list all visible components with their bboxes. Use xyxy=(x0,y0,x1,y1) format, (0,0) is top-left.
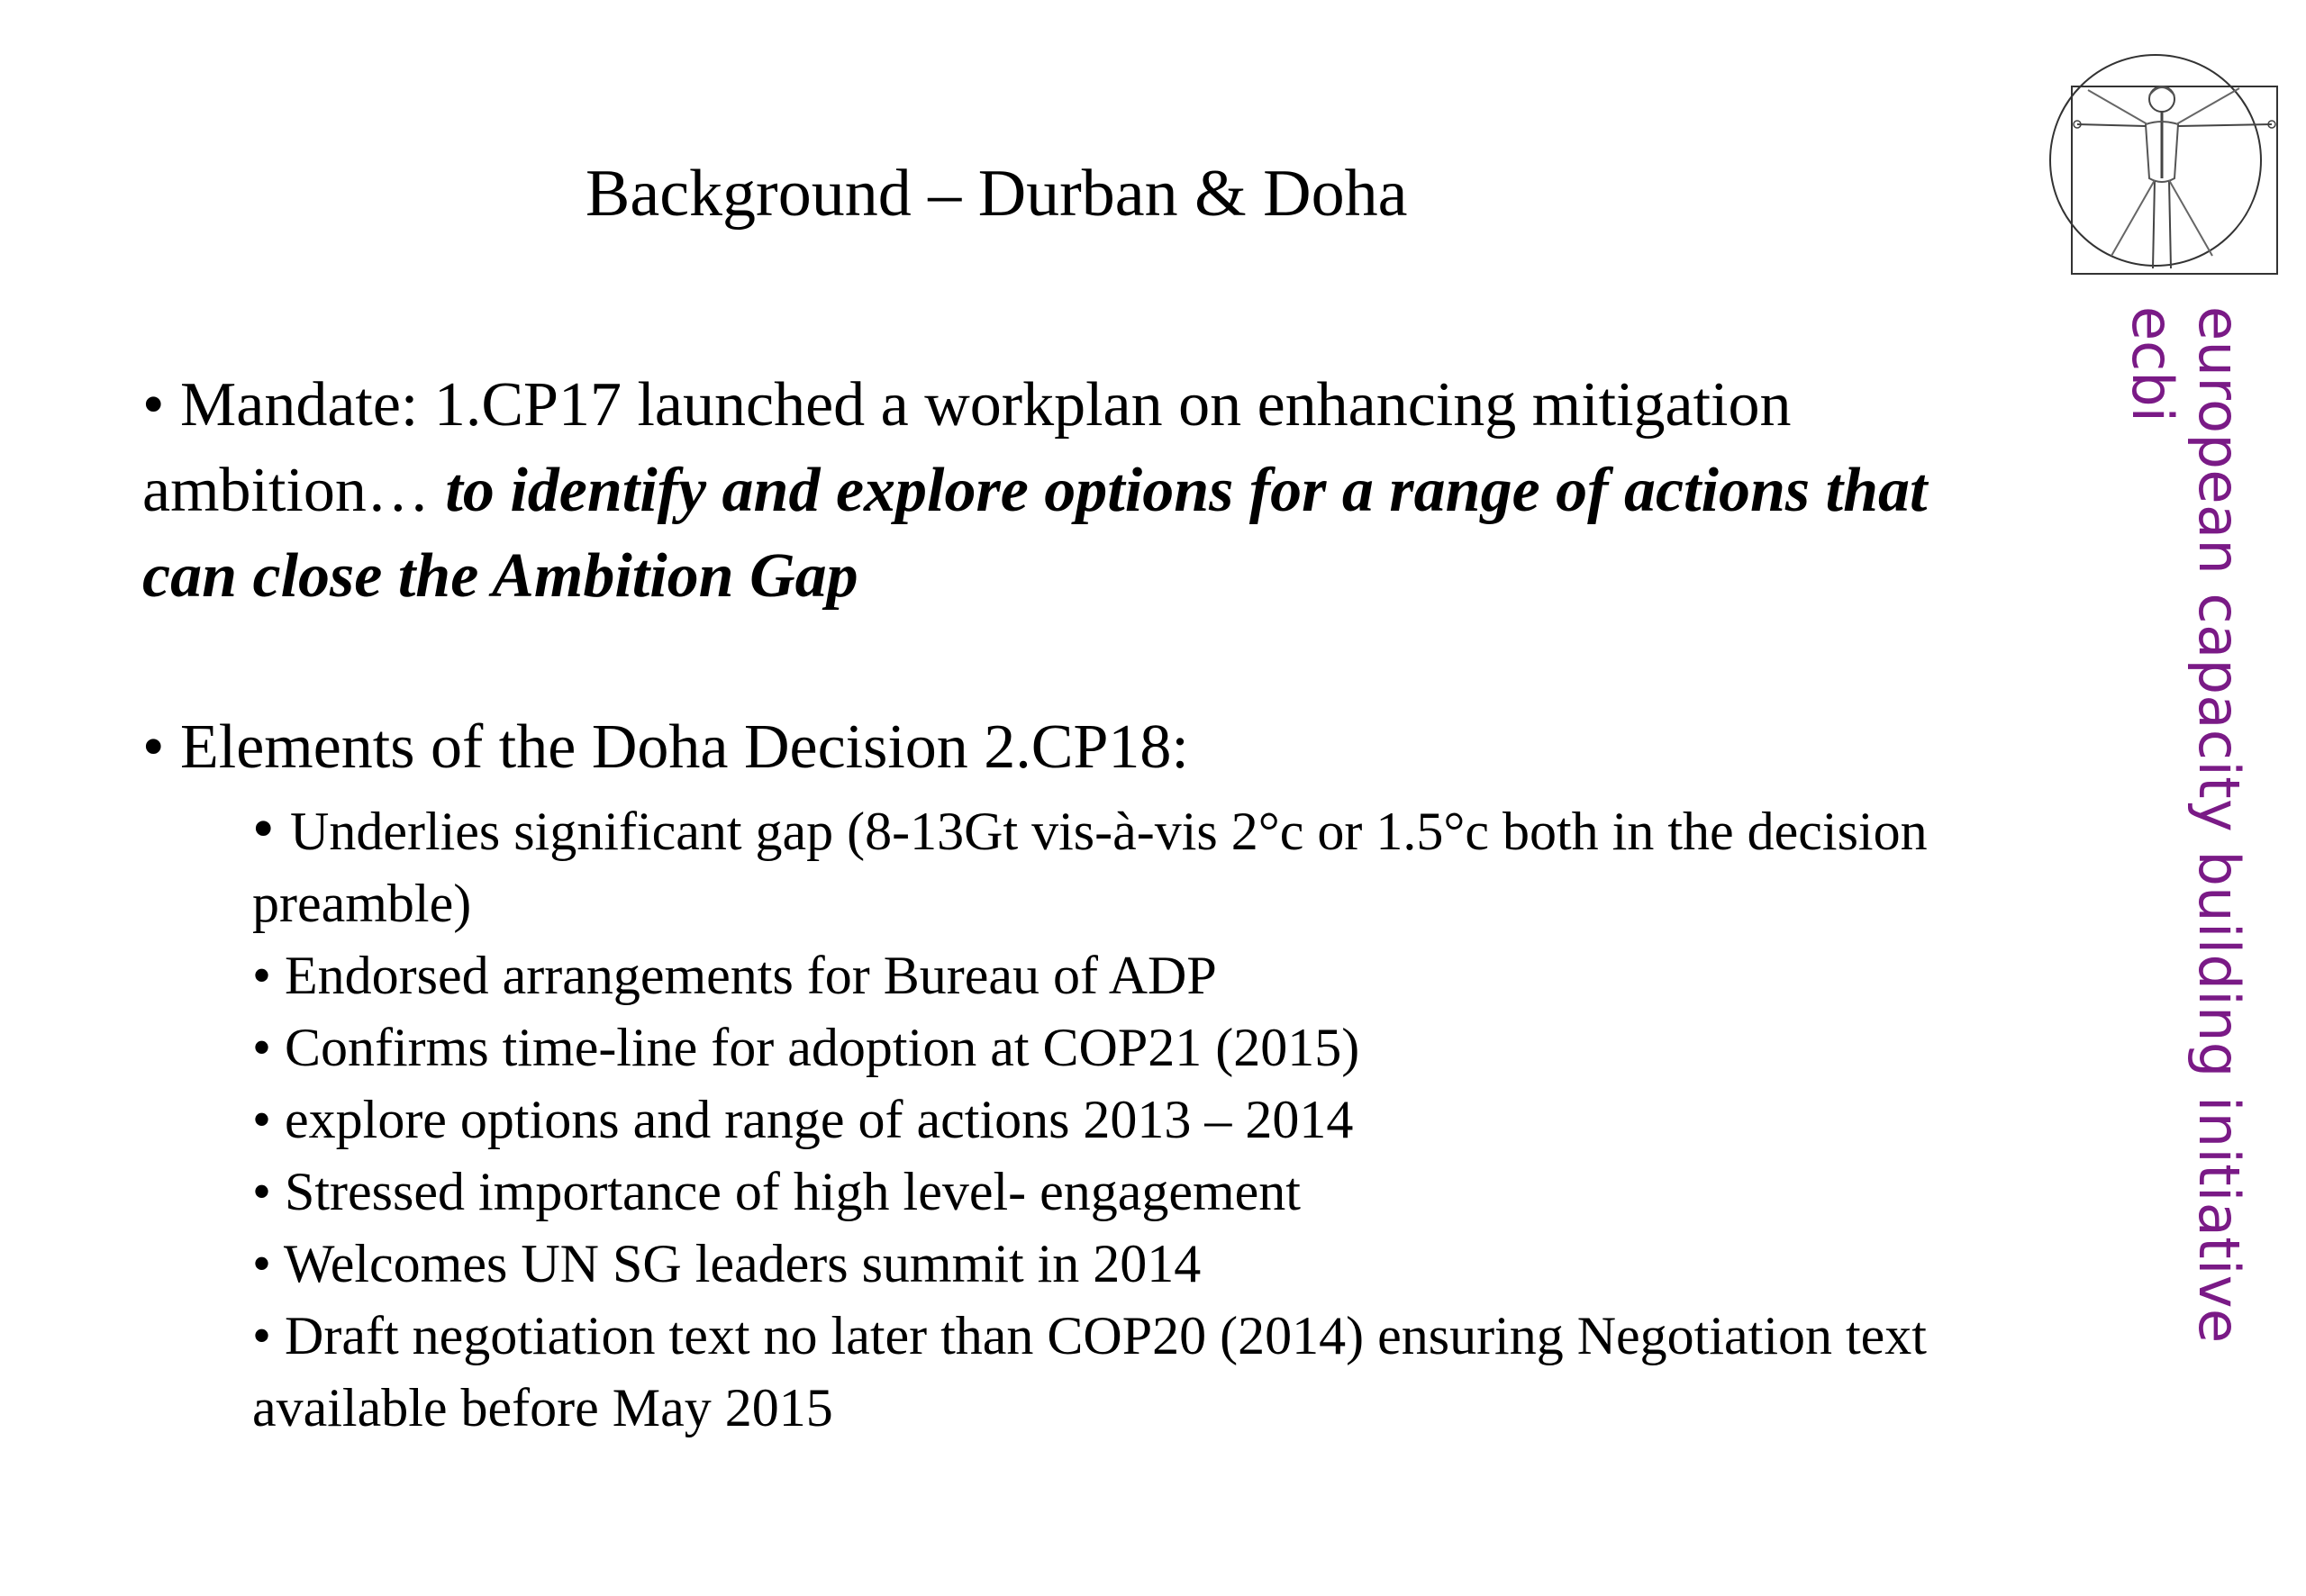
branding-org-name: european capacity building initiative xyxy=(2186,306,2252,1344)
list-item-text: Stressed importance of high level- engagement xyxy=(285,1162,1301,1221)
bullet-icon: • xyxy=(252,1234,284,1293)
list-item xyxy=(252,1011,2054,1084)
elements-heading xyxy=(142,704,2016,790)
list-item-text: Confirms time-line for adoption at COP21 (2015) xyxy=(285,1018,1360,1077)
bullet-icon: • xyxy=(252,794,291,864)
bullet-icon: • xyxy=(252,1018,286,1077)
list-item-text: Underlies significant gap (8-13Gt vis-à-vis 2°c or 1.5°c both in the decision preamble) xyxy=(252,802,1928,933)
slide-title: Background – Durban & Doha xyxy=(586,157,1408,231)
mandate-bullet: • xyxy=(142,370,181,440)
list-item-text: Welcomes UN SG leaders summit in 2014 xyxy=(283,1234,1202,1293)
list-item xyxy=(252,1156,2054,1228)
bullet-icon: • xyxy=(252,1090,286,1149)
elements-bullet: • xyxy=(142,712,181,782)
list-item-text: explore options and range of actions 2013 – 2014 xyxy=(285,1090,1354,1149)
slide-body xyxy=(142,362,2016,1444)
list-item xyxy=(252,1084,2054,1156)
spacer xyxy=(142,619,2016,704)
branding-vertical-text xyxy=(2119,306,2252,1344)
list-item xyxy=(252,1300,2054,1444)
list-item xyxy=(252,1228,2054,1300)
bullet-icon: • xyxy=(252,1306,286,1365)
elements-heading-text: Elements of the Doha Decision 2.CP18: xyxy=(180,712,1189,782)
list-item-text: Endorsed arrangements for Bureau of ADP xyxy=(285,946,1217,1005)
vitruvian-man-icon xyxy=(2047,43,2283,277)
bullet-icon: • xyxy=(252,946,286,1005)
mandate-emphasis: to identify and explore options for a range of actions that can close the Ambition Gap xyxy=(142,456,1928,611)
elements-list xyxy=(252,793,2054,1444)
list-item xyxy=(252,939,2054,1011)
list-item-text: Draft negotiation text no later than COP20 (2014) ensuring Negotiation text available before May 2015 xyxy=(252,1306,1927,1437)
mandate-paragraph xyxy=(142,362,2016,619)
branding-acronym: ecbi xyxy=(2120,306,2185,422)
list-item xyxy=(252,793,2054,939)
mandate-lead: Mandate: 1.CP17 launched a workplan on enhancing mitigation ambition… xyxy=(142,370,1792,525)
bullet-icon: • xyxy=(252,1162,286,1221)
